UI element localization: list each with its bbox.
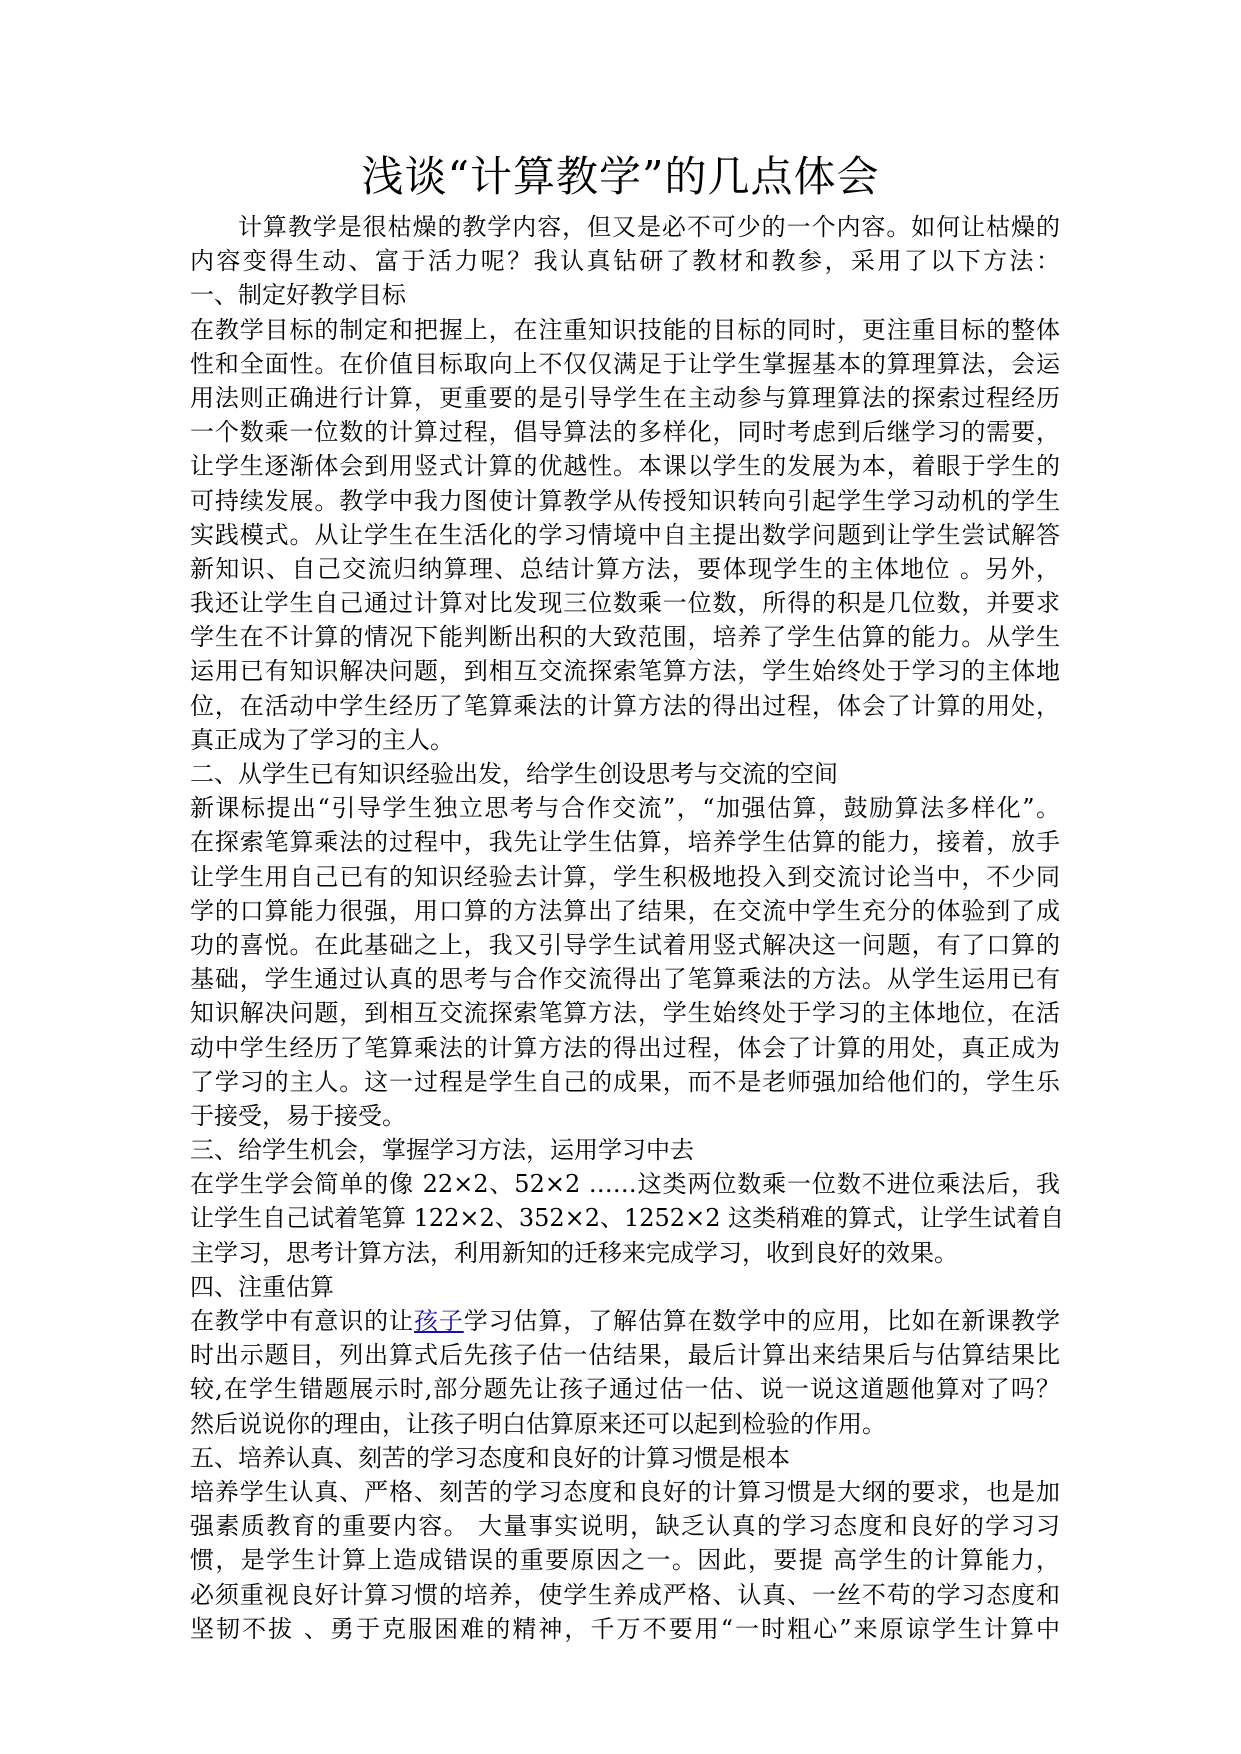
paragraph-line [190,1304,1060,1338]
paragraph-line: 我还让学生自己通过计算对比发现三位数乘一位数，所得的积是几位数，并要求 [190,589,1060,618]
paragraph-line: 新知识、自己交流归纳算理、总结计算方法，要体现学生的主体地位 。另外， [190,554,1060,583]
document-title: 浅谈“计算教学”的几点体会 [361,152,880,201]
paragraph-line: 培养学生认真、严格、刻苦的学习态度和良好的计算习惯是大纲的要求，也是加 [190,1477,1060,1506]
paragraph-line: 较,在学生错题展示时,部分题先让孩子通过估一估、说一说这道题他算对了吗？ [190,1375,1060,1404]
paragraph-line: 位，在活动中学生经历了笔算乘法的计算方法的得出过程，体会了计算的用处， [190,691,1060,720]
paragraph-line: 学的口算能力很强，用口算的方法算出了结果，在交流中学生充分的体验到了成 [190,896,1060,925]
paragraph-text: 在教学中有意识的让 [190,1307,414,1335]
paragraph-line: 然后说说你的理由，让孩子明白估算原来还可以起到检验的作用。 [190,1409,886,1438]
paragraph-line: 真正成为了学习的主人。 [190,725,454,754]
intro-line: 计算教学是很枯燥的教学内容，但又是必不可少的一个内容。如何让枯燥的 [238,213,1060,241]
paragraph-line: 主学习，思考计算方法，利用新知的迁移来完成学习，收到良好的效果。 [190,1238,958,1267]
paragraph-line: 时出示题目，列出算式后先孩子估一估结果，最后计算出来结果后与估算结果比 [190,1341,1060,1370]
intro-line: 内容变得生动、富于活力呢？我认真钻研了教材和教参，采用了以下方法： [190,247,1060,276]
paragraph-text: 学习估算，了解估算在数学中的应用，比如在新课教学 [463,1307,1061,1335]
paragraph-line: 性和全面性。在价值目标取向上不仅仅满足于让学生掌握基本的算理算法，会运 [190,349,1060,378]
paragraph-line: 在学生学会简单的像 22×2、52×2 ……这类两位数乘一位数不进位乘法后，我 [190,1170,1060,1199]
paragraph-line: 实践模式。从让学生在生活化的学习情境中自主提出数学问题到让学生尝试解答 [190,520,1060,549]
paragraph-line: 动中学生经历了笔算乘法的计算方法的得出过程，体会了计算的用处，真正成为 [190,1033,1060,1062]
paragraph-line: 基础，学生通过认真的思考与合作交流得出了笔算乘法的方法。从学生运用已有 [190,965,1060,994]
paragraph-line: 在探索笔算乘法的过程中，我先让学生估算，培养学生估算的能力，接着，放手 [190,828,1060,857]
paragraph-line: 强素质教育的重要内容。 大量事实说明，缺乏认真的学习态度和良好的学习习 [190,1512,1060,1541]
section-heading: 五、培养认真、刻苦的学习态度和良好的计算习惯是根本 [190,1443,790,1472]
paragraph-line: 必须重视良好计算习惯的培养，使学生养成严格、认真、一丝不苟的学习态度和 [190,1580,1060,1609]
paragraph-line: 了学习的主人。这一过程是学生自己的成果，而不是老师强加给他们的，学生乐 [190,1067,1060,1096]
paragraph-line: 惯，是学生计算上造成错误的重要原因之一。因此，要提 高学生的计算能力， [190,1546,1060,1575]
section-heading: 三、给学生机会，掌握学习方法，运用学习中去 [190,1136,694,1165]
paragraph-line: 让学生自己试着笔算 122×2、352×2、1252×2 这类稍难的算式，让学生试着自 [190,1204,1065,1233]
document-body [190,210,1065,1646]
paragraph-line: 让学生逐渐体会到用竖式计算的优越性。本课以学生的发展为本，着眼于学生的 [190,452,1060,481]
paragraph-line: 运用已有知识解决问题，到相互交流探索笔算方法，学生始终处于学习的主体地 [190,657,1060,686]
paragraph-line: 功的喜悦。在此基础之上，我又引导学生试着用竖式解决这一问题，有了口算的 [190,930,1060,959]
section-heading: 二、从学生已有知识经验出发，给学生创设思考与交流的空间 [190,760,838,788]
paragraph-line: 于接受，易于接受。 [190,1101,406,1130]
paragraph-line: 知识解决问题，到相互交流探索笔算方法，学生始终处于学习的主体地位，在活 [190,999,1060,1028]
paragraph-line: 新课标提出“引导学生独立思考与合作交流”，“加强估算，鼓励算法多样化”。 [190,794,1060,823]
paragraph-line: 学生在不计算的情况下能判断出积的大致范围，培养了学生估算的能力。从学生 [190,623,1060,652]
child-link[interactable]: 孩子 [413,1307,464,1335]
paragraph-line: 一个数乘一位数的计算过程，倡导算法的多样化，同时考虑到后继学习的需要， [190,418,1060,447]
paragraph-line: 在教学目标的制定和把握上，在注重知识技能的目标的同时，更注重目标的整体 [190,315,1060,344]
paragraph-line: 坚韧不拔 、勇于克服困难的精神，千万不要用“一时粗心”来原谅学生计算中 [190,1614,1060,1643]
paragraph-line: 让学生用自己已有的知识经验去计算，学生积极地投入到交流讨论当中，不少同 [190,862,1060,891]
paragraph-line: 可持续发展。教学中我力图使计算教学从传授知识转向引起学生学习动机的学生 [190,486,1060,515]
section-heading: 四、注重估算 [190,1272,334,1301]
paragraph-line: 用法则正确进行计算，更重要的是引导学生在主动参与算理算法的探索过程经历 [190,383,1060,412]
section-heading: 一、制定好教学目标 [190,281,406,310]
